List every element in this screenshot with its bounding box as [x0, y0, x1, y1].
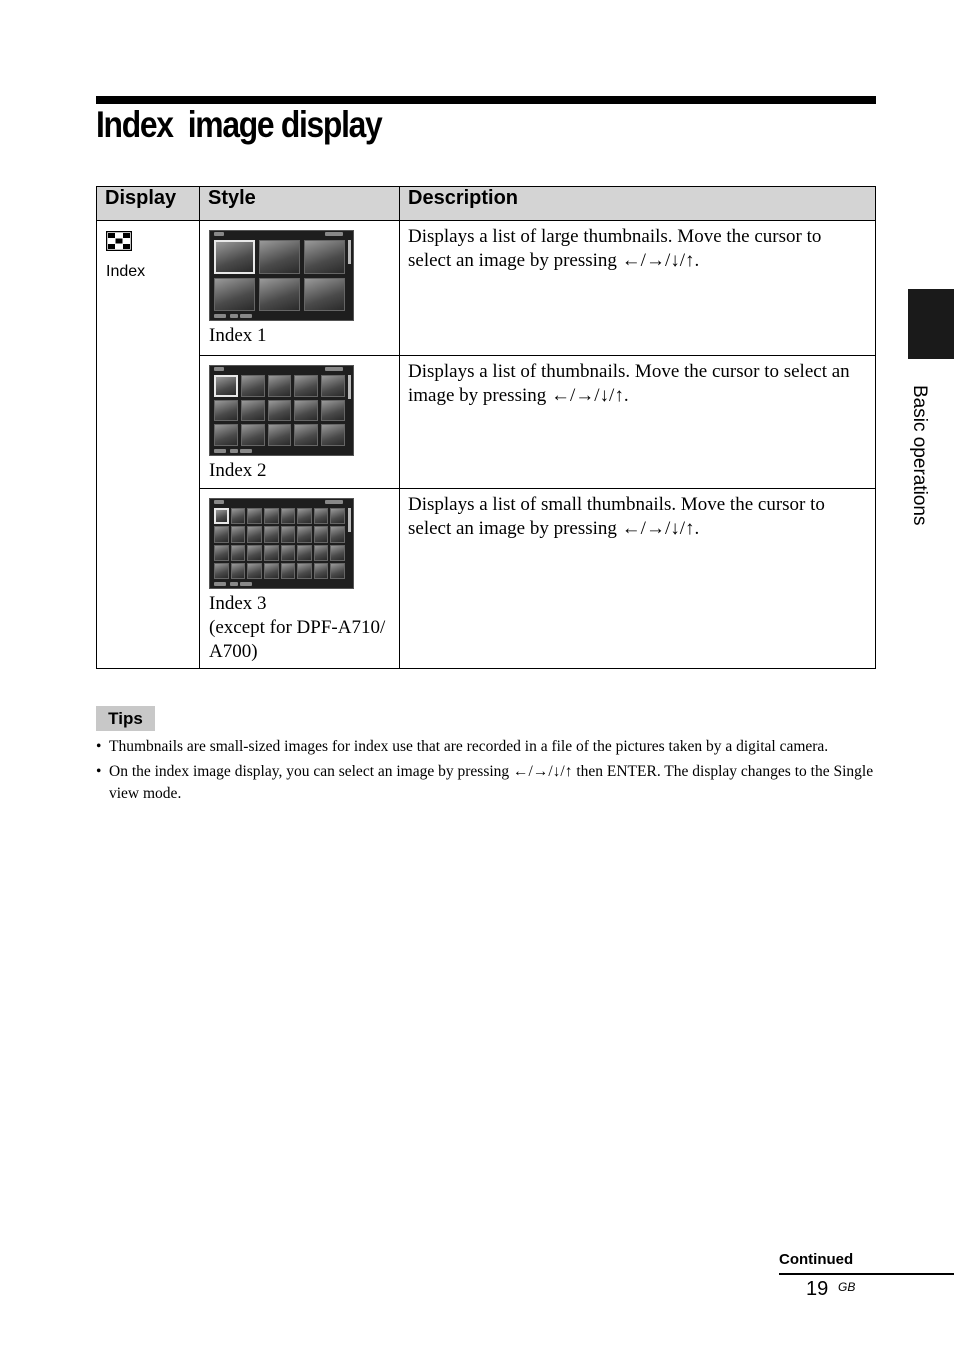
- continued-rule: [779, 1273, 954, 1275]
- style-label: Index 2: [209, 460, 267, 481]
- style-cell: [200, 489, 400, 669]
- index-2-screen-thumbnail: [209, 365, 354, 456]
- style-label: Index 1: [209, 325, 267, 346]
- page-suffix: GB: [838, 1280, 856, 1294]
- index-display-table: [96, 186, 876, 669]
- style-cell: [200, 221, 400, 356]
- table-row: [97, 356, 876, 489]
- header-description: Description: [400, 187, 876, 221]
- list-item: • Thumbnails are small-sized images for index use that are recorded in a file of the pictures taken by a digital camera.: [96, 736, 876, 758]
- index-3-screen-thumbnail: [209, 498, 354, 589]
- table-header-row: [97, 187, 876, 221]
- tips-list: [96, 736, 876, 808]
- section-tab: [908, 289, 954, 359]
- description-cell: Displays a list of small thumbnails. Move the cursor to select an image by pressing ←/→/↓/↑.: [400, 489, 876, 669]
- index-1-screen-thumbnail: [209, 230, 354, 321]
- page-number: 19: [806, 1278, 829, 1300]
- index-grid-icon: [106, 231, 132, 251]
- continued-label: Continued: [779, 1251, 854, 1268]
- title-rule: [96, 96, 876, 104]
- description-cell: Displays a list of large thumbnails. Move the cursor to select an image by pressing ←/→/↓/↑.: [400, 221, 876, 356]
- style-cell: [200, 356, 400, 489]
- style-label: Index 3 (except for DPF-A710/ A700): [209, 593, 386, 662]
- list-item: • On the index image display, you can select an image by pressing ←/→/↓/↑ then ENTER. The display changes to the Single view mode.: [96, 761, 876, 805]
- header-display: Display: [97, 187, 200, 221]
- tips-badge: Tips: [96, 706, 155, 731]
- page-title: Index image display: [96, 104, 382, 145]
- table-row: [97, 489, 876, 669]
- table-row: [97, 221, 876, 356]
- display-cell: [97, 221, 200, 669]
- description-cell: Displays a list of thumbnails. Move the cursor to select an image by pressing ←/→/↓/↑.: [400, 356, 876, 489]
- header-style: Style: [200, 187, 400, 221]
- display-label: Index: [106, 263, 146, 280]
- section-label: Basic operations: [909, 385, 930, 526]
